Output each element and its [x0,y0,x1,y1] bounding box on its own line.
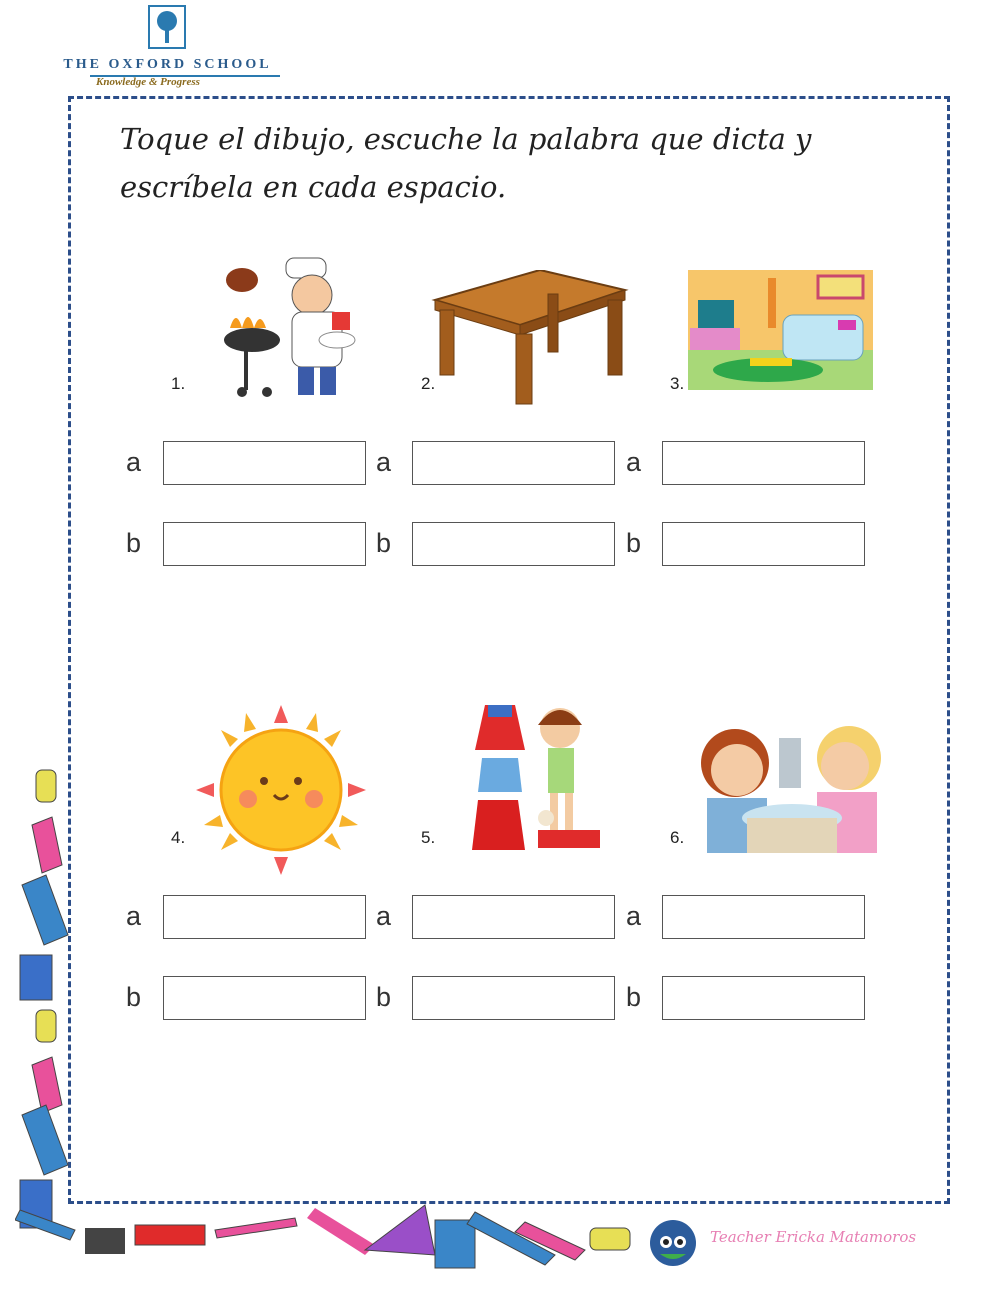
option-b-label: b [376,528,392,558]
answer-2a-field[interactable] [412,441,615,485]
school-supplies-border-bottom [15,1200,655,1285]
item-number: 3. [670,374,685,393]
worksheet-frame [68,96,950,1204]
option-a-label: a [626,447,642,477]
answer-5b-field[interactable] [412,976,615,1020]
answer-4a-field[interactable] [163,895,366,939]
answer-6a-field[interactable] [662,895,865,939]
school-tagline: Knowledge & Progress [96,76,200,88]
girl-clothes-picture[interactable] [470,700,605,855]
option-b-label: b [626,528,642,558]
option-a-label: a [126,447,142,477]
option-b-label: b [376,982,392,1012]
school-supplies-border-left [10,765,70,1235]
kids-washing-hands-picture[interactable] [697,718,885,853]
answer-1a-field[interactable] [163,441,366,485]
option-a-label: a [376,447,392,477]
option-b-label: b [126,528,142,558]
tree-icon [148,5,186,49]
school-logo [60,5,280,90]
school-name: THE OXFORD SCHOOL [63,57,272,72]
option-b-label: b [126,982,142,1012]
answer-4b-field[interactable] [163,976,366,1020]
answer-1b-field[interactable] [163,522,366,566]
author-credit: Teacher Ericka Matamoros [710,1228,917,1246]
chef-grilling-picture[interactable] [212,250,362,405]
item-number: 5. [421,828,436,847]
table-picture[interactable] [430,270,630,405]
owl-avatar-icon [648,1218,698,1268]
item-number: 1. [171,374,186,393]
item-number: 6. [670,828,685,847]
option-a-label: a [376,901,392,931]
item-number: 2. [421,374,436,393]
living-room-picture[interactable] [688,270,873,390]
option-a-label: a [626,901,642,931]
option-b-label: b [626,982,642,1012]
answer-3a-field[interactable] [662,441,865,485]
answer-6b-field[interactable] [662,976,865,1020]
sun-picture[interactable] [196,705,366,875]
answer-2b-field[interactable] [412,522,615,566]
option-a-label: a [126,901,142,931]
answer-5a-field[interactable] [412,895,615,939]
answer-3b-field[interactable] [662,522,865,566]
instruction-text: Toque el dibujo, escuche la palabra que dicta y escríbela en cada espacio. [120,122,812,204]
item-number: 4. [171,828,186,847]
